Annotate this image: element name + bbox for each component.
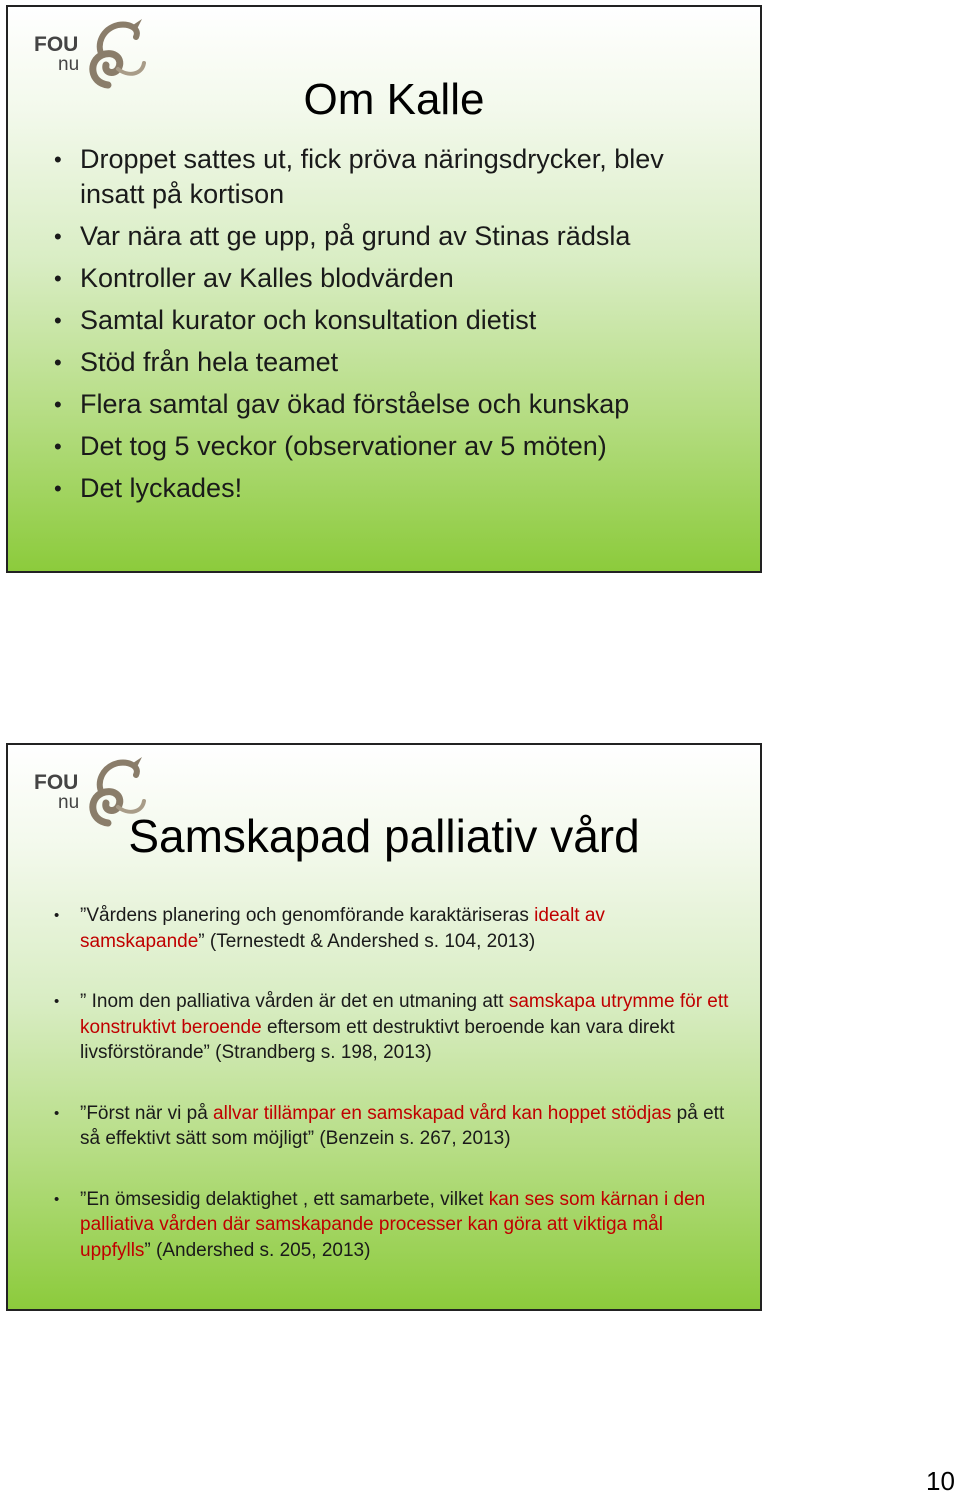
quote-text: ”Vårdens planering och genomförande karaktäriseras (80, 905, 535, 926)
quote-text: ”En ömsesidig delaktighet , ett samarbete, vilket (80, 1188, 489, 1210)
quote-text: ” Inom den palliativa vården är det en utmaning att (80, 991, 509, 1012)
svg-text:nu: nu (58, 792, 80, 813)
quote-text: ”Först när vi på (80, 1102, 214, 1124)
quote-citation: eftersom ett destruktivt beroende kan vara direkt livsförstörande” (Strandberg s. 198, 2013) (80, 1016, 675, 1063)
quote-citation: ” (Andershed s. 205, 2013) (144, 1239, 371, 1261)
quote-highlight: idealt av samskapande (80, 905, 605, 952)
quote-list (54, 903, 734, 1298)
svg-text:FOU: FOU (34, 771, 79, 794)
slide-title: Om Kalle (303, 75, 485, 124)
list-item: • Det lyckades! (54, 471, 734, 506)
slide-om-kalle (6, 5, 762, 573)
quote-highlight: kan ses som kärnan i den palliativa vården där samskapande processer kan göra att viktiga mål uppfylls (80, 1188, 706, 1261)
quote-item (54, 1187, 734, 1264)
list-item: • Droppet sattes ut, fick pröva näringsdrycker, blev insatt på kortison (54, 142, 734, 212)
page-number: 10 (926, 1466, 955, 1496)
svg-text:FOU: FOU (34, 33, 79, 56)
quote-highlight: samskapa utrymme för ett konstruktivt beroende (80, 991, 729, 1038)
list-item: • Samtal kurator och konsultation dietist (54, 303, 734, 338)
list-item: • Det tog 5 veckor (observationer av 5 möten) (54, 429, 734, 464)
list-item: • Stöd från hela teamet (54, 345, 734, 380)
quote-item (54, 903, 734, 954)
svg-text:nu: nu (58, 54, 80, 75)
list-item: • Kontroller av Kalles blodvärden (54, 261, 734, 296)
quote-citation: på ett så effektivt sätt som möjligt” (Benzein s. 267, 2013) (80, 1102, 725, 1149)
quote-item (54, 989, 734, 1066)
slide-title: Samskapad palliativ vård (128, 810, 640, 862)
list-item: • Flera samtal gav ökad förståelse och kunskap (54, 387, 734, 422)
slide-samskapad-palliativ-vard (6, 743, 762, 1311)
quote-citation: ” (Ternestedt & Andershed s. 104, 2013) (198, 930, 536, 952)
quote-highlight: allvar tillämpar en samskapad vård kan hoppet stödjas (213, 1102, 672, 1124)
bullet-list (54, 142, 734, 513)
quote-item (54, 1101, 734, 1152)
list-item: • Var nära att ge upp, på grund av Stinas rädsla (54, 219, 734, 254)
